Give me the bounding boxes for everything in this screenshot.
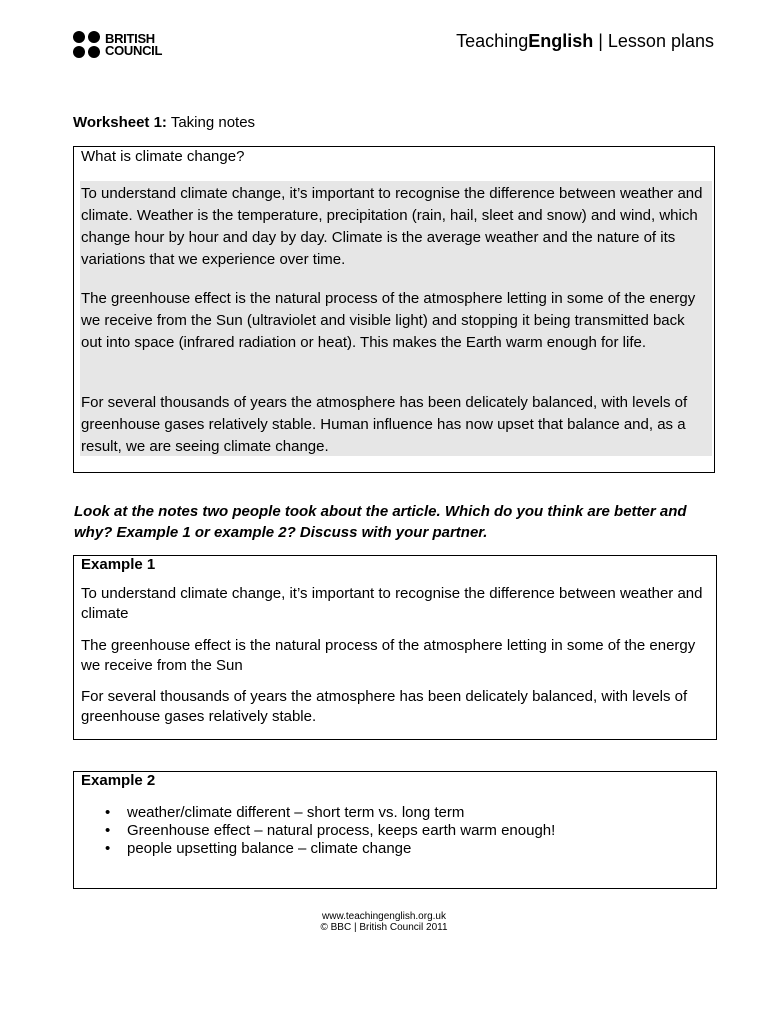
article-box (73, 146, 715, 473)
list-item: • people upsetting balance – climate change (81, 840, 555, 858)
article-paragraph-3: For several thousands of years the atmosphere has been delicately balanced, with levels of greenhouse gases relatively stable. Human influence has now upset that balance and, as a result, we are seeing climate change. (81, 394, 688, 455)
logo-dots-icon (73, 31, 100, 58)
header-title: TeachingEnglish | Lesson plans (456, 31, 714, 51)
footer-url: www.teachingenglish.org.uk (322, 911, 446, 922)
footer (0, 911, 768, 933)
logo-text: BRITISH COUNCIL (105, 30, 163, 58)
example-2-title: Example 2 (81, 772, 156, 789)
article-paragraph-2: The greenhouse effect is the natural process of the atmosphere letting in some of the energy we receive from the Sun (ultraviolet and visible light) and stopping it being transmitted back out into space (infrared radiation or heat). This makes the Earth warm enough for life. (81, 290, 696, 351)
example-1-paragraph-2: The greenhouse effect is the natural process of the atmosphere letting in some of the energy we receive from the Sun (81, 637, 696, 674)
british-council-logo (73, 31, 162, 58)
example-1-title: Example 1 (81, 556, 156, 573)
example-1-paragraph-3: For several thousands of years the atmosphere has been delicately balanced, with levels of greenhouse gases relatively stable. (81, 688, 688, 725)
example-1-paragraph-1: To understand climate change, it’s important to recognise the difference between weather and climate (81, 585, 703, 622)
list-item: • weather/climate different – short term vs. long term (81, 804, 555, 822)
list-item: • Greenhouse effect – natural process, keeps earth warm enough! (81, 822, 555, 840)
example-2-bullet-list (81, 804, 555, 858)
example-1-box (73, 555, 717, 740)
instruction-text: Look at the notes two people took about the article. Which do you think are better and why? Example 1 or example 2? Discuss with your partner. (74, 503, 687, 541)
example-2-box (73, 771, 717, 889)
worksheet-title: Worksheet 1: Taking notes (73, 114, 256, 131)
footer-copyright: © BBC | British Council 2011 (320, 922, 448, 933)
article-paragraph-1: To understand climate change, it’s important to recognise the difference between weather and climate. Weather is the temperature, precipitation (rain, hail, sleet and snow) and wind, which change hour by hour and day by day. Climate is the average weather and the nature of its variations that we experience over time. (81, 185, 703, 268)
article-question: What is climate change? (81, 148, 245, 165)
